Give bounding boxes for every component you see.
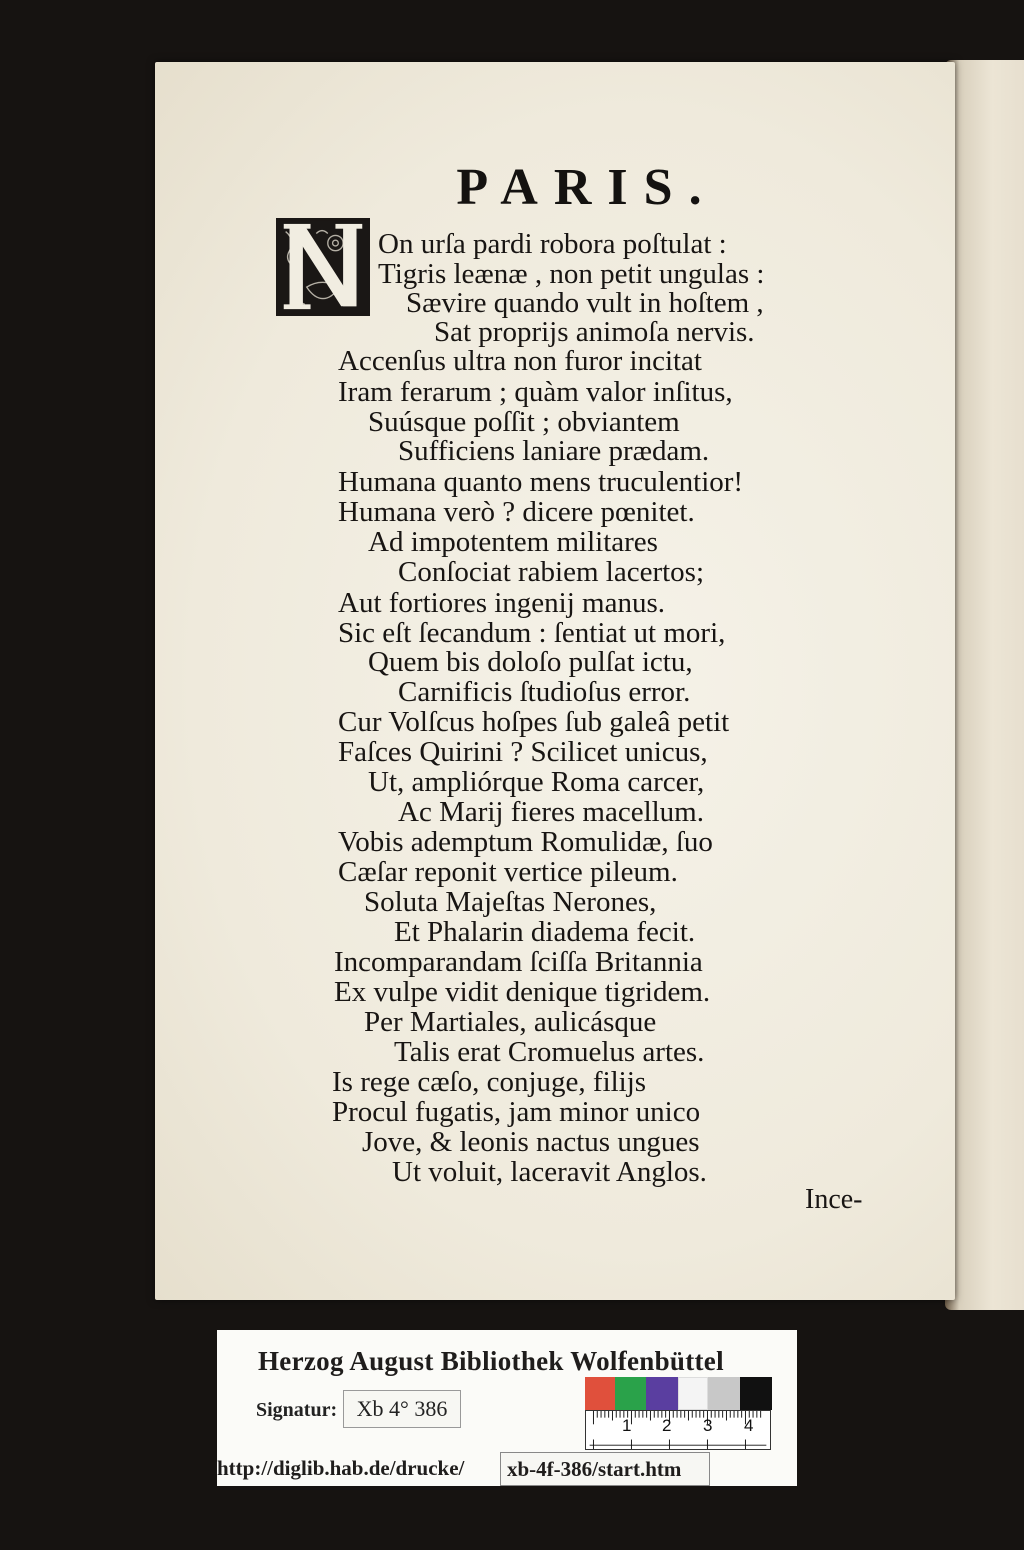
poem-line: Per Martiales, aulicásque xyxy=(364,1006,657,1038)
poem-line: Et Phalarin diadema fecit. xyxy=(394,916,696,948)
facing-page-edge xyxy=(945,60,1024,1310)
poem-line: Incomparandam ſciſſa Britannia xyxy=(334,946,703,978)
poem-line: Carnificis ſtudioſus error. xyxy=(398,676,691,708)
scale-number: 2 xyxy=(662,1416,672,1435)
color-swatch-light-gray xyxy=(708,1377,740,1410)
library-name: Herzog August Bibliothek Wolfenbüttel xyxy=(258,1346,724,1376)
poem-line: Talis erat Cromuelus artes. xyxy=(394,1036,705,1068)
poem-line: Is rege cæſo, conjuge, filijs xyxy=(332,1066,647,1098)
poem-line: Sat proprijs animoſa nervis. xyxy=(434,316,755,348)
scale-number: 3 xyxy=(703,1416,713,1435)
poem-line: Sufficiens laniare prædam. xyxy=(398,435,710,467)
poem-line: Ac Marij fieres macellum. xyxy=(398,796,704,828)
poem-line: Quem bis doloſo pulſat ictu, xyxy=(368,646,693,678)
url-path-link[interactable]: xb-4f-386/start.htm xyxy=(500,1452,710,1486)
color-swatch-white xyxy=(678,1377,708,1410)
poem-line: Ut voluit, laceravit Anglos. xyxy=(392,1156,707,1188)
poem-line: Iram ferarum ; quàm valor inſitus, xyxy=(338,376,733,408)
poem-line: Cæſar reponit vertice pileum. xyxy=(338,856,678,888)
poem-line: Vobis ademptum Romulidæ, ſuo xyxy=(338,826,713,858)
color-swatch-green xyxy=(615,1377,646,1410)
poem-line: Ex vulpe vidit denique tigridem. xyxy=(334,976,711,1008)
poem-line: Humana quanto mens truculentior! xyxy=(338,466,744,498)
page-title: PARIS. xyxy=(456,159,718,216)
color-swatch-blue xyxy=(646,1377,678,1410)
catchword: Ince- xyxy=(805,1184,863,1215)
poem-line: Faſces Quirini ? Scilicet unicus, xyxy=(338,736,708,768)
poem-line: Cur Volſcus hoſpes ſub galeâ petit xyxy=(338,706,730,738)
color-swatch-red xyxy=(585,1377,615,1410)
poem-line: On urſa pardi robora poſtulat : xyxy=(378,228,727,260)
poem-line: Sic eſt ſecandum : ſentiat ut mori, xyxy=(338,617,726,649)
poem-line: Soluta Majeſtas Nerones, xyxy=(364,886,657,918)
scale-number: 4 xyxy=(744,1416,754,1435)
poem-line: Aut fortiores ingenij manus. xyxy=(338,587,666,619)
poem-line: Accenſus ultra non furor incitat xyxy=(338,345,702,377)
poem-line: Humana verò ? dicere pœnitet. xyxy=(338,496,695,528)
poem-line: Ut, ampliórque Roma carcer, xyxy=(368,766,705,798)
signatur-value: Xb 4° 386 xyxy=(343,1390,461,1428)
scale-number: 1 xyxy=(622,1416,632,1435)
poem-line: Procul fugatis, jam minor unico xyxy=(332,1096,701,1128)
decorated-initial-n-icon xyxy=(276,218,370,316)
poem-line: Ad impotentem militares xyxy=(368,526,658,558)
poem-line: Sævire quando vult in hoſtem , xyxy=(406,287,764,319)
poem-line: Jove, & leonis nactus ungues xyxy=(362,1126,700,1158)
poem-line: Conſociat rabiem lacertos; xyxy=(398,556,705,588)
poem-line: Tigris leænæ , non petit ungulas : xyxy=(378,258,765,290)
color-swatch-black-block xyxy=(740,1377,772,1410)
url-base-link[interactable]: http://diglib.hab.de/drucke/ xyxy=(217,1456,465,1480)
poem-line: Suúsque poſſit ; obviantem xyxy=(368,406,680,438)
signatur-label: Signatur: xyxy=(256,1399,338,1421)
